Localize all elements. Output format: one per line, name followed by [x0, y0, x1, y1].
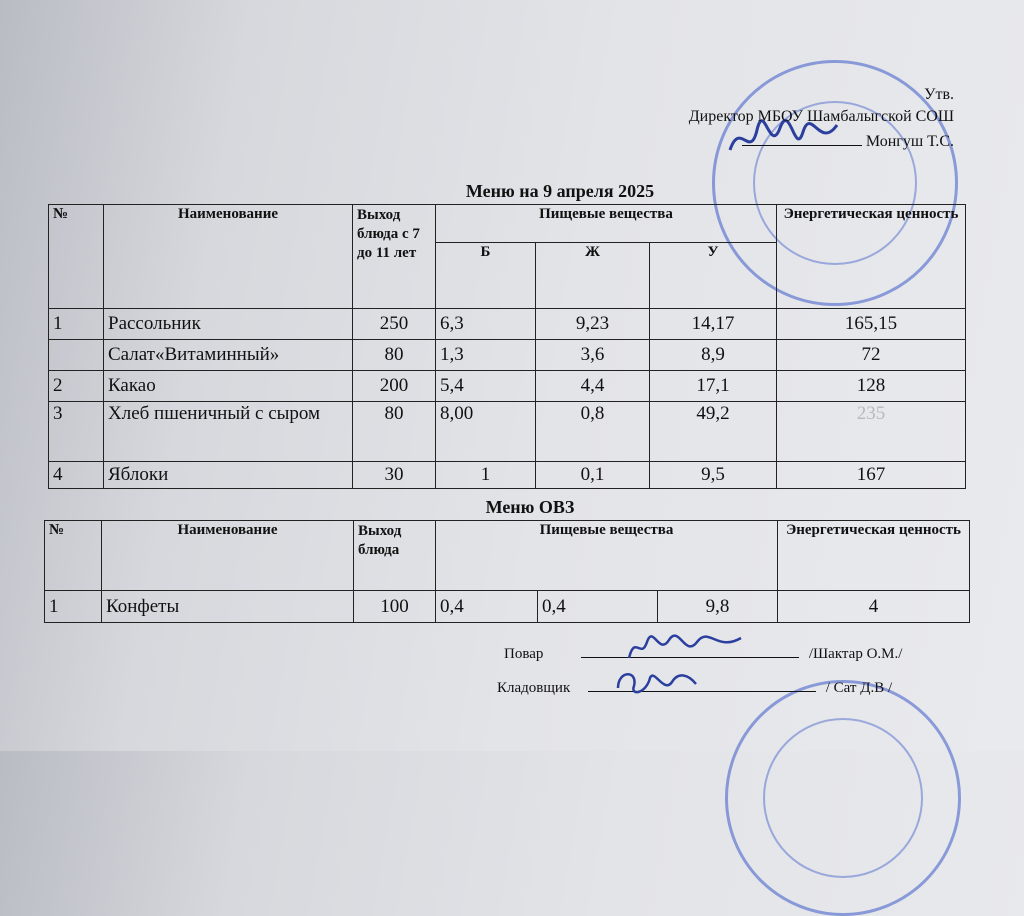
table-row	[49, 462, 966, 489]
row-energy: 128	[777, 371, 966, 402]
table-row	[49, 402, 966, 462]
cook-signature	[625, 630, 745, 666]
row-zh: 4,4	[536, 371, 650, 402]
row-output: 100	[354, 591, 436, 623]
row-b: 6,3	[436, 309, 536, 340]
col-nutrients-header: Пищевые вещества	[436, 205, 777, 243]
row-name: Яблоки	[104, 462, 353, 489]
row-output: 250	[353, 309, 436, 340]
menu-title: Меню на 9 апреля 2025	[465, 181, 655, 201]
storekeeper-name: / Сат Д.В /	[825, 680, 893, 696]
ovz-table	[44, 520, 970, 623]
ovz-col-nutrients-header: Пищевые вещества	[436, 521, 778, 591]
row-b: 8,00	[436, 402, 536, 462]
row-u: 9,5	[650, 462, 777, 489]
ovz-col-name-header: Наименование	[102, 521, 354, 591]
row-u: 17,1	[650, 371, 777, 402]
row-u: 9,8	[658, 591, 778, 623]
table-row	[49, 340, 966, 371]
row-u: 14,17	[650, 309, 777, 340]
row-b: 5,4	[436, 371, 536, 402]
col-energy-header: Энергетическая ценность	[777, 205, 966, 309]
col-zh-header: Ж	[536, 243, 650, 309]
row-zh: 0,1	[536, 462, 650, 489]
row-u: 8,9	[650, 340, 777, 371]
row-num: 3	[49, 402, 104, 462]
school-stamp-bottom	[725, 680, 961, 916]
row-output: 80	[353, 340, 436, 371]
row-b: 1,3	[436, 340, 536, 371]
row-energy: 4	[778, 591, 970, 623]
approval-line-3: Монгуш Т.С.	[865, 132, 954, 150]
row-num: 4	[49, 462, 104, 489]
row-energy: 72	[777, 340, 966, 371]
ovz-col-output-header: Выход блюда	[354, 521, 436, 591]
col-name-header: Наименование	[104, 205, 353, 309]
col-output-header: Выход блюда с 7 до 11 лет	[353, 205, 436, 309]
row-output: 80	[353, 402, 436, 462]
row-energy: 165,15	[777, 309, 966, 340]
ovz-col-num-header: №	[45, 521, 102, 591]
row-num: 1	[45, 591, 102, 623]
row-b: 1	[436, 462, 536, 489]
row-u: 49,2	[650, 402, 777, 462]
row-zh: 0,8	[536, 402, 650, 462]
approval-block	[689, 86, 954, 151]
row-name: Какао	[104, 371, 353, 402]
cook-name: /Шактар О.М./	[808, 646, 903, 662]
col-num-header: №	[49, 205, 104, 309]
col-u-header: У	[650, 243, 777, 309]
row-zh: 9,23	[536, 309, 650, 340]
ovz-title: Меню ОВЗ	[485, 497, 575, 517]
row-b: 0,4	[436, 591, 538, 623]
row-name: Салат«Витаминный»	[104, 340, 353, 371]
row-output: 200	[353, 371, 436, 402]
row-name: Рассольник	[104, 309, 353, 340]
approval-line-2: Директор МБОУ Шамбалыгской СОШ	[688, 108, 954, 126]
table-row	[49, 309, 966, 340]
cook-label: Повар	[504, 646, 544, 662]
col-b-header: Б	[436, 243, 536, 309]
storekeeper-label: Кладовщик	[497, 680, 571, 696]
approval-line-1: Утв.	[924, 86, 954, 103]
table-row	[49, 371, 966, 402]
menu-table	[48, 204, 966, 489]
row-zh: 3,6	[536, 340, 650, 371]
row-num: 2	[49, 371, 104, 402]
row-name: Хлеб пшеничный с сыром	[104, 402, 353, 462]
row-energy: 167	[777, 462, 966, 489]
row-energy: 235	[777, 402, 966, 462]
table-row	[45, 591, 970, 623]
row-num	[49, 340, 104, 371]
row-output: 30	[353, 462, 436, 489]
storekeeper-signature	[612, 664, 702, 700]
row-name: Конфеты	[102, 591, 354, 623]
ovz-col-energy-header: Энергетическая ценность	[778, 521, 970, 591]
row-num: 1	[49, 309, 104, 340]
row-zh: 0,4	[538, 591, 658, 623]
